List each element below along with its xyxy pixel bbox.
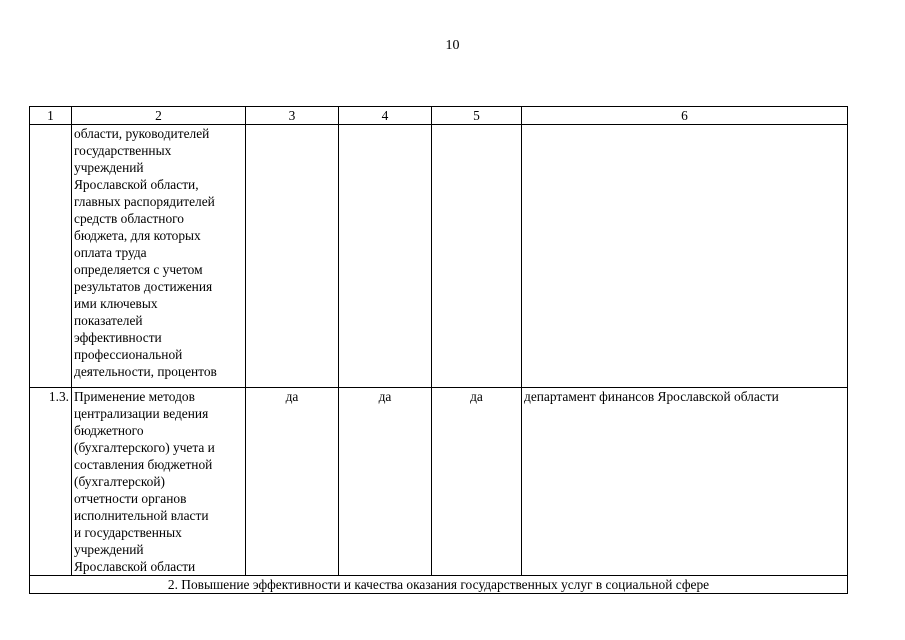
description-line: оплата труда — [74, 245, 147, 260]
description-line: показателей — [74, 313, 143, 328]
value-cell-col3 — [246, 125, 339, 388]
description-line: учреждений — [74, 160, 144, 175]
description-line: эффективности — [74, 330, 162, 345]
table-header-row — [30, 107, 848, 125]
responsible-cell — [522, 125, 848, 388]
header-cell-6: 6 — [522, 107, 848, 125]
header-cell-2: 2 — [72, 107, 246, 125]
description-line: Ярославской области, — [74, 177, 199, 192]
description-line: бюджета, для которых — [74, 228, 201, 243]
description-line: ими ключевых — [74, 296, 158, 311]
table-row-continued — [30, 125, 848, 388]
description-line: Ярославской области — [74, 559, 196, 574]
value-cell-col5: да — [432, 388, 522, 576]
row-number-cell: 1.3. — [30, 388, 72, 576]
description-line: государственных — [74, 143, 172, 158]
document-table — [29, 106, 848, 594]
header-cell-1: 1 — [30, 107, 72, 125]
description-line: составления бюджетной — [74, 457, 213, 472]
value-cell-col5 — [432, 125, 522, 388]
description-line: средств областного — [74, 211, 184, 226]
header-cell-5: 5 — [432, 107, 522, 125]
header-cell-4: 4 — [339, 107, 432, 125]
description-line: и государственных — [74, 525, 182, 540]
description-line: (бухгалтерского) учета и — [74, 440, 215, 455]
indicator-description-cell — [72, 125, 246, 388]
description-line: бюджетного — [74, 423, 144, 438]
indicator-description-cell — [72, 388, 246, 576]
description-line: централизации ведения — [74, 406, 209, 421]
description-line: определяется с учетом — [74, 262, 203, 277]
description-line: главных распорядителей — [74, 194, 215, 209]
section-heading: 2. Повышение эффективности и качества оказания государственных услуг в социальной сфере — [30, 576, 848, 594]
description-line: (бухгалтерской) — [74, 474, 165, 489]
description-line: исполнительной власти — [74, 508, 209, 523]
description-line: отчетности органов — [74, 491, 187, 506]
header-cell-3: 3 — [246, 107, 339, 125]
description-line: результатов достижения — [74, 279, 213, 294]
responsible-cell: департамент финансов Ярославской области — [522, 388, 848, 576]
value-cell-col4: да — [339, 388, 432, 576]
description-line: области, руководителей — [74, 126, 210, 141]
description-line: Применение методов — [74, 389, 195, 404]
table-row-1-3 — [30, 388, 848, 576]
row-number-cell — [30, 125, 72, 388]
section-heading-row — [30, 576, 848, 594]
value-cell-col3: да — [246, 388, 339, 576]
description-line: учреждений — [74, 542, 144, 557]
page-number: 10 — [445, 38, 460, 53]
value-cell-col4 — [339, 125, 432, 388]
description-line: деятельности, процентов — [74, 364, 217, 379]
description-line: профессиональной — [74, 347, 183, 362]
